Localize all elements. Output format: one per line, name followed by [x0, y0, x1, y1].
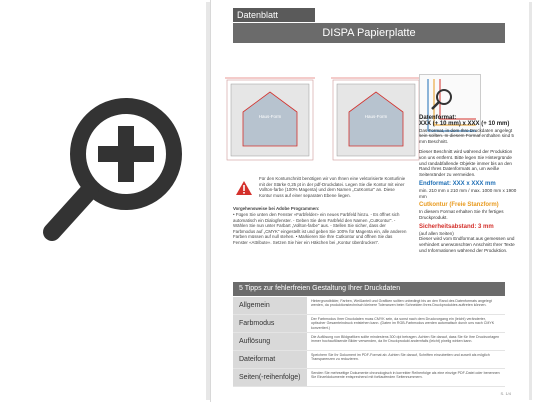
- tip-text: Die Auflösung von Bildgrafiken sollte mindestens 300 dpi betragen. Achten Sie darauf, dass Sie für Ihre Druckvorlagen immer hochauflösende Bilder verwenden, da Ihr Druckprodukt andernfalls (leicht) pixelig wirken kann.: [311, 335, 500, 344]
- tip-text: Speichern Sie Ihr Dokument im PDF-Format ab. Achten Sie darauf, Schriften einzubetten und zuweit als möglich Transparenzen zu reduzieren.: [311, 353, 490, 362]
- tip-row: [233, 333, 505, 351]
- house-diagram-2: [331, 76, 421, 162]
- zoom-in-icon[interactable]: [38, 92, 188, 252]
- tip-label: Allgemein: [233, 297, 307, 314]
- tip-label: Seiten(-reihenfolge): [233, 369, 307, 386]
- endformat-heading: Endformat: XXX x XXX mm: [419, 180, 496, 187]
- cutkontur-text: In diesem Format erhalten Sie Ihr fertiges Druckprodukt.: [419, 209, 504, 220]
- tip-label: Farbmodus: [233, 315, 307, 332]
- notice-text: Für den Konturschnitt benötigen wir von Ihnen eine vektorisierte Konturlinie mit der Stärke 0,25 pt in der pdf-Druckdatei. Legen Sie die Kontur mit einer Vollton-farbe (100% Magenta) und dem Namen „CutKontur" an. Diese Kontur muss auf einer separaten Ebene liegen.: [259, 176, 406, 198]
- datenformat-heading: Datenformat:: [419, 115, 457, 121]
- tip-row: [233, 315, 505, 333]
- tip-label: Auflösung: [233, 333, 307, 350]
- tip-row: [233, 351, 505, 369]
- sicherheit-heading: Sicherheitsabstand: 3 mm: [419, 223, 494, 230]
- page-title: DISPA Papierplatte: [233, 23, 505, 43]
- house-label-1: Haus-Form: [258, 114, 282, 119]
- tip-label: Dateiformat: [233, 351, 307, 368]
- datenformat-text: Das Format, in dem Ihre Druckdaten angelegt sein sollten. In diesem Format enthalten sind 5 mm Beschnitt.: [419, 127, 514, 145]
- illustrator-heading: Vorgehensweise bei Adobe Programmen:: [233, 206, 320, 212]
- tips-heading: 5 Tipps zur fehlerfreien Gestaltung Ihrer Druckdaten: [233, 282, 505, 296]
- illustrator-steps: • Fügen Sie unten den Fenster «Farbfelder» ein neues Farbfeld hinzu. - Es öffnet sich automatisch ein Dialogfenster. - Geben Sie dem Farbfeld den Namen „CutKontur". - Wählen Sie nun unter Farbart „Vollton-farbe" aus. - Stellen Sie sicher, dass der Farbmodus auf „CMYK" eingestellt ist und geben Sie 100% für Magenta ein, alle anderen Farben müssen auf null stehen. • Markieren Sie Ihre Cutkontur und öffnen Sie das Fenster «Attribute». Setzen Sie hier ein Häkchen bei „Kontur überdrucken".: [233, 211, 407, 245]
- tip-text: Hintergrundbilder, Farben, Weißanteil und Grafiken sollten unbedingt bis an den Rand des Datenformats angelegt werden, da produktionstechnisch kleinere Toleranzen beim Schneiden Ihres Druckproduktes auftreten können.: [311, 299, 492, 308]
- house-diagram-1: [225, 76, 315, 162]
- house-label-2: Haus-Form: [364, 114, 388, 119]
- datenformat-value: XXX (+ 10 mm) x XXX (+ 10 mm): [419, 120, 510, 127]
- tip-row: [233, 297, 505, 315]
- endformat-values: min. 210 mm x 210 mm / max. 1000 mm x 1900 mm: [419, 187, 517, 199]
- datasheet-page: [210, 0, 529, 402]
- cutkontur-notice: [233, 176, 407, 246]
- tip-text: Senden Sie mehrseitige Dokumente chronologisch in korrekter Reihenfolge als eine einzige PDF-Datei oder benennen Sie Einzeldokumente entsprechend mit fortlaufenden Seitennummern.: [311, 371, 500, 380]
- tip-text: Der Farbmodus Ihrer Druckdaten muss CMYK sein, da sonst nach dem Druckvorgang ein (leicht) veränderter, optischer Gesamteindruck entstehen kann. (Daten im RGB-Farbmodus werden automatisch durch uns nach CMYK konvertiert.): [311, 317, 495, 330]
- cutkontur-heading: Cutkontur (Freie Stanzform): [419, 202, 499, 209]
- sicherheit-sub: (auf allen Seiten): [419, 230, 454, 236]
- beschnitt-text: Dieser Beschnitt wird während der Produktion von uns entfernt. Bitte legen Sie Hintergründe und randabfallende Objekte immer bis an den Rand Ihres Datenformats an, um weiße Seitenränder zu vermeiden.: [419, 148, 513, 178]
- tips-table: [233, 297, 505, 387]
- header-tab: Datenblatt: [233, 8, 315, 22]
- tip-row: [233, 369, 505, 387]
- page-number: S. 1/4: [500, 391, 511, 396]
- sicherheit-text: Dieser wird vom Endformat aus gemessen und verhindert unerwünschten Anschnitt Ihrer Texte und Informationen während der Produktion.: [419, 236, 515, 253]
- format-sidebar: [419, 116, 519, 254]
